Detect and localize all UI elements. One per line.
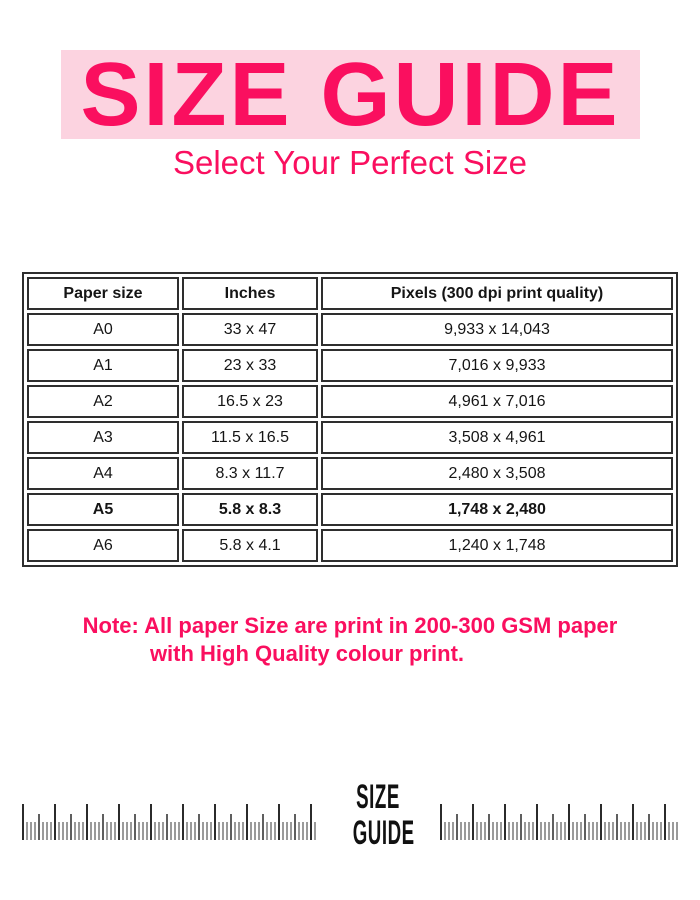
ruler-tick xyxy=(640,822,642,840)
inches-cell: 16.5 x 23 xyxy=(182,385,318,418)
ruler-left-icon xyxy=(22,800,316,840)
ruler-tick xyxy=(54,804,56,840)
ruler-tick xyxy=(162,822,164,840)
ruler-tick xyxy=(448,822,450,840)
ruler-tick xyxy=(134,814,136,840)
paper-size-cell: A2 xyxy=(27,385,179,418)
ruler-tick xyxy=(30,822,32,840)
ruler-tick xyxy=(444,822,446,840)
ruler-tick xyxy=(604,822,606,840)
ruler-tick xyxy=(294,814,296,840)
ruler-tick xyxy=(496,822,498,840)
ruler-tick xyxy=(660,822,662,840)
ruler-tick xyxy=(298,822,300,840)
ruler-tick xyxy=(488,814,490,840)
ruler-tick xyxy=(182,804,184,840)
ruler-tick xyxy=(480,822,482,840)
paper-size-cell: A3 xyxy=(27,421,179,454)
ruler-tick xyxy=(516,822,518,840)
title-banner xyxy=(61,44,640,145)
ruler-tick xyxy=(452,822,454,840)
table-row xyxy=(27,349,673,382)
ruler-tick xyxy=(588,822,590,840)
ruler-tick xyxy=(302,822,304,840)
ruler-tick xyxy=(190,822,192,840)
ruler-tick xyxy=(258,822,260,840)
ruler-tick xyxy=(246,804,248,840)
ruler-tick xyxy=(270,822,272,840)
table-row xyxy=(27,385,673,418)
ruler-tick xyxy=(186,822,188,840)
ruler-tick xyxy=(648,814,650,840)
table-header-cell: Pixels (300 dpi print quality) xyxy=(321,277,673,310)
paper-size-cell: A4 xyxy=(27,457,179,490)
pixels-cell: 4,961 x 7,016 xyxy=(321,385,673,418)
ruler-tick xyxy=(202,822,204,840)
ruler-tick xyxy=(66,822,68,840)
table-row xyxy=(27,529,673,562)
note-line-2: with High Quality colour print. xyxy=(149,640,465,666)
ruler-tick xyxy=(78,822,80,840)
ruler-tick xyxy=(608,822,610,840)
ruler-tick xyxy=(218,822,220,840)
ruler-tick xyxy=(150,804,152,840)
note-line-1: Note: All paper Size are print in 200-300 GSM paper xyxy=(82,613,618,638)
ruler-tick xyxy=(206,822,208,840)
ruler-tick xyxy=(130,822,132,840)
ruler-tick xyxy=(38,814,40,840)
ruler-tick xyxy=(540,822,542,840)
pixels-cell: 9,933 x 14,043 xyxy=(321,313,673,346)
footer-logo-line-1: SIZE xyxy=(356,777,400,816)
ruler-tick xyxy=(652,822,654,840)
ruler-tick xyxy=(556,822,558,840)
paper-size-cell: A0 xyxy=(27,313,179,346)
ruler-tick xyxy=(62,822,64,840)
ruler-tick xyxy=(102,814,104,840)
ruler-tick xyxy=(592,822,594,840)
ruler-tick xyxy=(118,804,120,840)
ruler-tick xyxy=(98,822,100,840)
ruler-tick xyxy=(22,804,24,840)
table-row xyxy=(27,421,673,454)
table-header-row xyxy=(27,277,673,310)
inches-cell: 8.3 x 11.7 xyxy=(182,457,318,490)
ruler-tick xyxy=(90,822,92,840)
ruler-tick xyxy=(456,814,458,840)
footer-logo-line-2: GUIDE xyxy=(352,813,415,852)
ruler-tick xyxy=(178,822,180,840)
ruler-tick xyxy=(234,822,236,840)
ruler-tick xyxy=(560,822,562,840)
ruler-tick xyxy=(564,822,566,840)
table-row xyxy=(27,493,673,526)
ruler-tick xyxy=(476,822,478,840)
ruler-tick xyxy=(126,822,128,840)
ruler-tick xyxy=(632,804,634,840)
ruler-tick xyxy=(166,814,168,840)
ruler-tick xyxy=(34,822,36,840)
pixels-cell: 7,016 x 9,933 xyxy=(321,349,673,382)
ruler-tick xyxy=(572,822,574,840)
ruler-tick xyxy=(286,822,288,840)
ruler-tick xyxy=(106,822,108,840)
ruler-tick xyxy=(26,822,28,840)
ruler-tick xyxy=(584,814,586,840)
ruler-tick xyxy=(664,804,666,840)
table-header-cell: Inches xyxy=(182,277,318,310)
pixels-cell: 3,508 x 4,961 xyxy=(321,421,673,454)
ruler-tick xyxy=(440,804,442,840)
ruler-tick xyxy=(484,822,486,840)
ruler-tick xyxy=(70,814,72,840)
ruler-tick xyxy=(576,822,578,840)
ruler-tick xyxy=(568,804,570,840)
ruler-tick xyxy=(110,822,112,840)
ruler-tick xyxy=(262,814,264,840)
ruler-tick xyxy=(616,814,618,840)
pixels-cell: 1,748 x 2,480 xyxy=(321,493,673,526)
table-row xyxy=(27,457,673,490)
ruler-tick xyxy=(536,804,538,840)
ruler-tick xyxy=(596,822,598,840)
inches-cell: 33 x 47 xyxy=(182,313,318,346)
ruler-tick xyxy=(138,822,140,840)
ruler-tick xyxy=(194,822,196,840)
ruler-tick xyxy=(492,822,494,840)
ruler-tick xyxy=(532,822,534,840)
ruler-tick xyxy=(58,822,60,840)
ruler-tick xyxy=(552,814,554,840)
ruler-tick xyxy=(226,822,228,840)
ruler-tick xyxy=(656,822,658,840)
ruler-tick xyxy=(644,822,646,840)
inches-cell: 23 x 33 xyxy=(182,349,318,382)
ruler-tick xyxy=(214,804,216,840)
ruler-tick xyxy=(504,804,506,840)
ruler-tick xyxy=(174,822,176,840)
ruler-tick xyxy=(278,804,280,840)
ruler-tick xyxy=(50,822,52,840)
ruler-tick xyxy=(274,822,276,840)
ruler-tick xyxy=(668,822,670,840)
table-header-cell: Paper size xyxy=(27,277,179,310)
ruler-tick xyxy=(528,822,530,840)
ruler-tick xyxy=(46,822,48,840)
footer-logo xyxy=(352,777,415,852)
ruler-tick xyxy=(520,814,522,840)
table-header xyxy=(27,277,673,310)
paper-size-cell: A6 xyxy=(27,529,179,562)
ruler-tick xyxy=(254,822,256,840)
pixels-cell: 1,240 x 1,748 xyxy=(321,529,673,562)
ruler-tick xyxy=(306,822,308,840)
ruler-tick xyxy=(672,822,674,840)
ruler-tick xyxy=(86,804,88,840)
ruler-tick xyxy=(142,822,144,840)
ruler-tick xyxy=(612,822,614,840)
ruler-tick xyxy=(544,822,546,840)
paper-size-cell: A1 xyxy=(27,349,179,382)
ruler-tick xyxy=(154,822,156,840)
pixels-cell: 2,480 x 3,508 xyxy=(321,457,673,490)
ruler-tick xyxy=(512,822,514,840)
ruler-tick xyxy=(472,804,474,840)
footer xyxy=(0,777,700,853)
ruler-tick xyxy=(158,822,160,840)
ruler-tick xyxy=(114,822,116,840)
ruler-tick xyxy=(600,804,602,840)
ruler-tick xyxy=(620,822,622,840)
ruler-tick xyxy=(42,822,44,840)
ruler-tick xyxy=(170,822,172,840)
ruler-tick xyxy=(508,822,510,840)
ruler-tick xyxy=(628,822,630,840)
ruler-tick xyxy=(230,814,232,840)
ruler-tick xyxy=(198,814,200,840)
ruler-tick xyxy=(266,822,268,840)
page-subtitle: Select Your Perfect Size xyxy=(172,144,528,181)
ruler-tick xyxy=(464,822,466,840)
ruler-tick xyxy=(548,822,550,840)
ruler-tick xyxy=(82,822,84,840)
ruler-tick xyxy=(242,822,244,840)
table-body xyxy=(27,313,673,562)
ruler-tick xyxy=(500,822,502,840)
ruler-tick xyxy=(676,822,678,840)
paper-size-table xyxy=(22,272,678,567)
ruler-tick xyxy=(146,822,148,840)
paper-size-cell: A5 xyxy=(27,493,179,526)
ruler-tick xyxy=(468,822,470,840)
table-row xyxy=(27,313,673,346)
ruler-right-icon xyxy=(440,800,678,840)
ruler-tick xyxy=(210,822,212,840)
ruler-tick xyxy=(624,822,626,840)
ruler-tick xyxy=(524,822,526,840)
ruler-tick xyxy=(122,822,124,840)
ruler-tick xyxy=(238,822,240,840)
ruler-tick xyxy=(74,822,76,840)
note-text xyxy=(0,612,700,667)
ruler-tick xyxy=(94,822,96,840)
ruler-tick xyxy=(636,822,638,840)
inches-cell: 11.5 x 16.5 xyxy=(182,421,318,454)
ruler-tick xyxy=(250,822,252,840)
inches-cell: 5.8 x 8.3 xyxy=(182,493,318,526)
ruler-tick xyxy=(314,822,316,840)
inches-cell: 5.8 x 4.1 xyxy=(182,529,318,562)
ruler-tick xyxy=(222,822,224,840)
page-title: SIZE GUIDE xyxy=(80,44,621,145)
ruler-tick xyxy=(460,822,462,840)
ruler-tick xyxy=(282,822,284,840)
ruler-tick xyxy=(580,822,582,840)
ruler-tick xyxy=(310,804,312,840)
ruler-tick xyxy=(290,822,292,840)
